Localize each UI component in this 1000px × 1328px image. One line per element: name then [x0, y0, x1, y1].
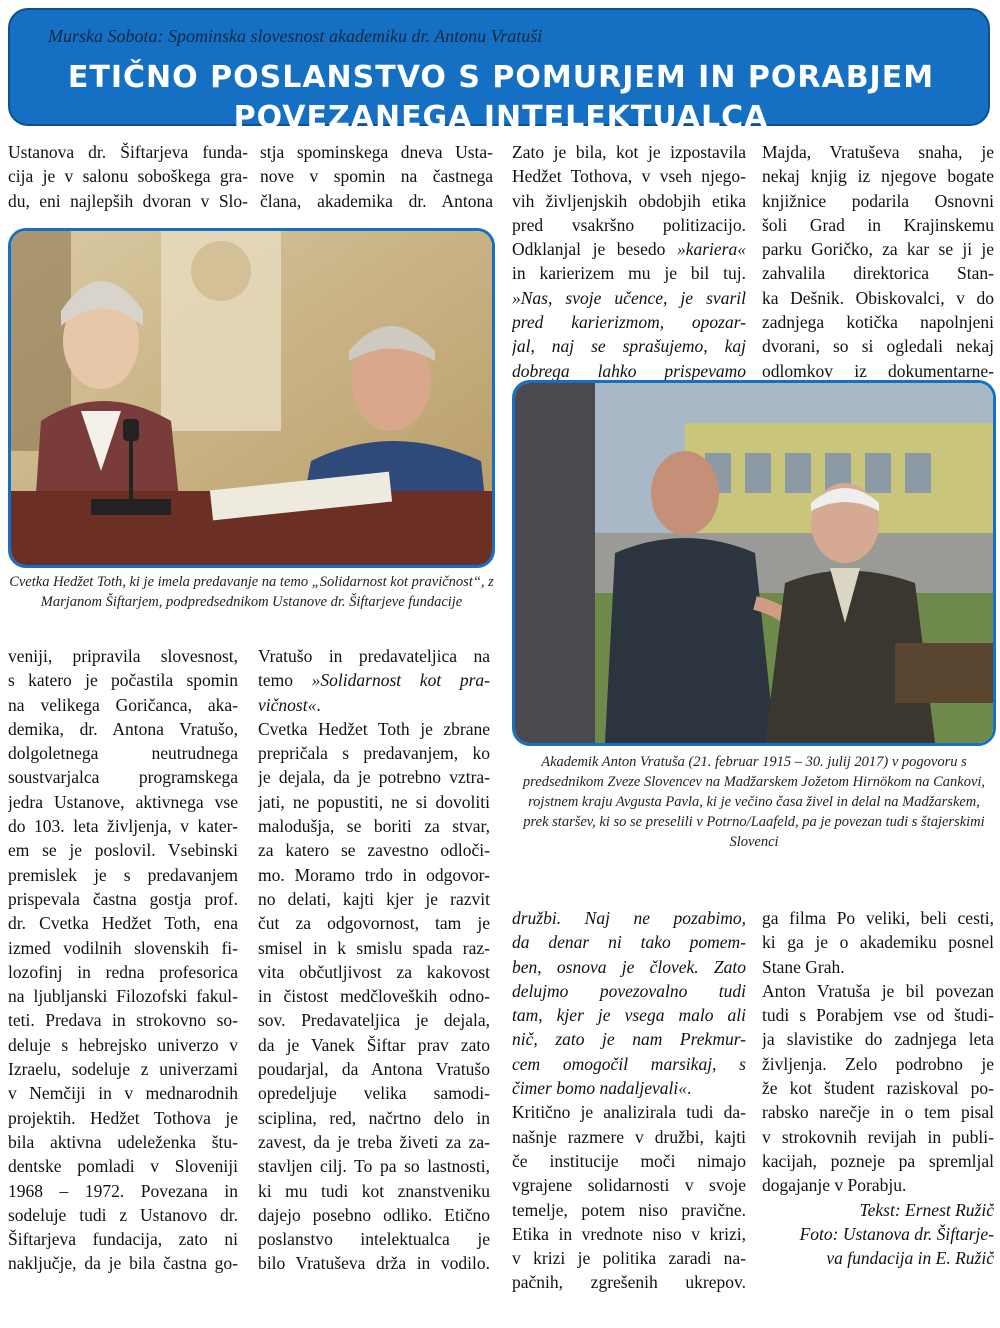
text-line: in karierizem mu je bil tuj.: [512, 263, 746, 284]
caption-line: Marjanom Šiftarjem, podpredsednikom Ustanove dr. Šiftarjeve fundacije: [40, 594, 463, 610]
text-line: ja slavistike do zadnjega leta: [762, 1029, 994, 1050]
conversation-scene-image: [515, 383, 993, 743]
text-line: vičnost«.: [258, 694, 321, 715]
bottom-column-3: [512, 906, 746, 1295]
text-line: jedra Ustanove, aktivnega vse: [8, 791, 238, 812]
lecture-scene-image: [11, 231, 492, 565]
text-line: s katero je počastila spomin: [8, 670, 238, 691]
text-line: na velikega Goričanca, aka-: [8, 694, 238, 715]
credit-photo: Foto: Ustanova dr. Šiftarje-: [799, 1223, 994, 1244]
text-line: ki ga je o akademiku posnel: [762, 932, 994, 953]
text-line: demika, dr. Antona Vratušo,: [8, 718, 238, 739]
photo-conversation: [512, 380, 996, 746]
text-line: dogajanje v Porabju.: [762, 1175, 907, 1196]
text-line: Odklanjal je besedo »kariera«: [512, 239, 746, 260]
text-line: za katero se zavestno odloči-: [258, 840, 490, 861]
caption-line: predsednikom Zveze Slovencev na Madžarskem Jožetom Hirnökom na Cankovi,: [522, 774, 986, 790]
text-line: odlomkov iz dokumentarne-: [762, 360, 994, 381]
text-line: em se je poslovil. Vsebinski: [8, 840, 238, 861]
kicker: Murska Sobota: Spominska slovesnost akademiku dr. Antonu Vratuši: [48, 26, 543, 46]
text-line: jal, naj se sprašujemo, kaj: [512, 336, 746, 357]
text-line: v strokovnih revijah in publi-: [762, 1126, 994, 1147]
caption-line: Akademik Anton Vratuša (21. februar 1915 – 30. julij 2017) v pogovoru s: [541, 754, 967, 770]
top-column-4: [762, 140, 994, 383]
text-line: rabsko narečje in o tem pisal: [762, 1102, 994, 1123]
text-line: v krizi je politika zaradi na-: [512, 1248, 746, 1269]
headline-line-1: ETIČNO POSLANSTVO S POMURJEM IN PORABJEM: [67, 60, 935, 95]
text-line: Vratušo in predavateljica na: [258, 646, 490, 666]
text-line: parku Goričko, za kar se ji je: [762, 239, 994, 260]
text-line: Kritično je analizirala tudi da-: [512, 1102, 746, 1123]
text-line: kacijah, pozneje pa spremljal: [762, 1150, 994, 1171]
text-line: malodušja, se boriti za stvar,: [258, 816, 490, 837]
top-column-2: [260, 140, 493, 213]
text-line: prepričala s predavanjem, ko: [258, 743, 490, 764]
text-line: da je Vanek Šiftar prav zato: [258, 1034, 490, 1055]
text-line: tam, kjer je vsega malo ali: [512, 1005, 746, 1026]
top-column-1: [8, 140, 248, 213]
text-line: du, eni najlepših dvoran v Slo-: [8, 190, 248, 211]
text-line: je dejala, da je potrebno vztra-: [258, 767, 490, 788]
caption-line: prek staršev, ki so se preselili v Potrno/Laafeld, pa je povezan tudi s štajerskimi: [523, 814, 985, 830]
text-line: projektih. Hedžet Tothova je: [8, 1107, 238, 1128]
bottom-column-2: [258, 644, 490, 1276]
text-line: našnje razmere v družbi, kajti: [512, 1126, 746, 1147]
text-line: Stane Grah.: [762, 956, 845, 977]
text-line: ka Dešnik. Obiskovalci, v do: [762, 287, 994, 308]
text-line: ki mu tudi kot znanstveniku: [258, 1180, 490, 1201]
text-line: deluje s hebrejsko univerzo v: [8, 1034, 238, 1055]
photo-lecture-caption: [4, 572, 499, 612]
text-line: soustvarjalca programskega: [8, 767, 238, 788]
text-line: da denar ni tako pomem-: [512, 932, 746, 953]
text-line: 1968 – 1972. Povezana in: [8, 1180, 238, 1201]
photo-lecture: [8, 228, 495, 568]
text-line: lozofinj in redna profesorica: [8, 961, 238, 982]
text-line: vgrajene solidarnosti v svoje: [512, 1175, 746, 1196]
credit-photo-2: va fundacija in E. Ružič: [826, 1248, 994, 1269]
text-line: in čistost medčloveških odno-: [258, 986, 490, 1007]
text-line: člana, akademika dr. Antona: [260, 190, 493, 211]
bottom-column-4: [762, 906, 994, 1270]
text-line: bilo Vratuševa drža in vodilo.: [258, 1253, 490, 1274]
text-line: dentske pomladi v Sloveniji: [8, 1156, 238, 1177]
text-line: Ustanova dr. Šiftarjeva funda-: [8, 142, 248, 162]
text-line: dolgoletnega neutrudnega: [8, 743, 238, 764]
text-line: vita občutljivost za kakovost: [258, 961, 490, 982]
text-line: že kot študent raziskoval po-: [762, 1078, 994, 1099]
text-line: zahvalila direktorica Stan-: [762, 263, 994, 284]
text-line: sodeluje tudi z Ustanovo dr.: [8, 1204, 238, 1225]
text-line: ben, osnova je človek. Zato: [512, 956, 746, 977]
headline-banner: [8, 8, 990, 135]
text-line: veniji, pripravila slovesnost,: [8, 646, 238, 666]
headline: [10, 58, 992, 138]
text-line: no delati, kajti kjer je razvit: [258, 888, 490, 909]
headline-line-2: POVEZANEGA INTELEKTUALCA: [233, 100, 769, 135]
text-line: »Nas, svoje učence, je svaril: [512, 287, 746, 308]
text-line: nič, zato je nam Prekmur-: [512, 1029, 746, 1050]
text-line: premislek je s predavanjem: [8, 864, 238, 885]
text-line: Šiftarjeva fundacija, zato ni: [8, 1229, 238, 1250]
bottom-column-1: [8, 644, 238, 1276]
text-line: ga filma Po veliki, beli cesti,: [762, 908, 994, 928]
text-line: cija je v salonu soboškega gra-: [8, 166, 248, 187]
text-line: dvorani, so si ogledali nekaj: [762, 336, 994, 357]
text-line: mo. Moramo trdo in odgovor-: [258, 864, 490, 885]
text-line: naključje, da je bila častna go-: [8, 1253, 238, 1274]
text-line: cem omogočil marsikaj, s: [512, 1053, 746, 1074]
credit-text: Tekst: Ernest Ružič: [859, 1199, 994, 1220]
text-line: družbi. Naj ne pozabimo,: [512, 908, 746, 928]
text-line: opredeljuje velika samodi-: [258, 1083, 490, 1104]
text-line: zavest, da je treba živeti za za-: [258, 1131, 490, 1152]
text-line: zadnjega kotička napolnjeni: [762, 312, 994, 333]
text-line: bila aktivna udeleženka štu-: [8, 1131, 238, 1152]
text-line: stavljen cilj. To pa so lastnosti,: [258, 1156, 490, 1177]
text-line: Anton Vratuša je bil povezan: [762, 980, 994, 1001]
text-line: nekaj knjig iz njegove bogate: [762, 166, 994, 187]
text-line: jati, ne popustiti, ne si dovoliti: [258, 791, 490, 812]
text-line: smisel in k smislu spada raz-: [258, 937, 490, 958]
text-line: poslanstvo intelektualca je: [258, 1229, 490, 1250]
top-column-3: [512, 140, 746, 383]
text-line: pačnih, zgrešenih ukrepov.: [512, 1272, 746, 1293]
text-line: čut za odgovornost, tam je: [258, 913, 490, 934]
text-line: sciplina, red, načrtno delo in: [258, 1107, 490, 1128]
text-line: delujmo povezovalno tudi: [512, 980, 746, 1001]
text-line: pred vsakršno politizacijo.: [512, 214, 746, 235]
text-line: vih življenjskih obdobjih etika: [512, 190, 746, 211]
text-line: prispevala častna gostja prof.: [8, 888, 238, 909]
text-line: do 103. leta življenja, v kater-: [8, 816, 238, 837]
text-line: nove v spomin na častnega: [260, 166, 493, 187]
text-line: izmed vodilnih slovenskih fi-: [8, 937, 238, 958]
text-line: šoli Grad in Krajinskemu: [762, 214, 994, 235]
text-line: sov. Predavateljica je dejala,: [258, 1010, 490, 1031]
text-line: dajejo posebno odliko. Etično: [258, 1204, 490, 1225]
text-line: Izraelu, sodeluje z univerzami: [8, 1059, 238, 1080]
text-line: dobrega lahko prispevamo: [512, 360, 746, 381]
text-line: Majda, Vratuševa snaha, je: [762, 142, 994, 162]
text-line: knjižnice podarila Osnovni: [762, 190, 994, 211]
text-line: čimer bomo nadaljevali«.: [512, 1078, 692, 1099]
text-line: temo »Solidarnost kot pra-: [258, 670, 490, 691]
photo-conversation-caption: [512, 752, 996, 852]
text-line: Zato je bila, kot je izpostavila: [512, 142, 746, 162]
text-line: dr. Cvetka Hedžet Toth, ena: [8, 913, 238, 934]
text-line: Cvetka Hedžet Toth je zbrane: [258, 718, 490, 739]
text-line: poudarjal, da Antona Vratušo: [258, 1059, 490, 1080]
text-line: Hedžet Tothova, v vseh njego-: [512, 166, 746, 187]
text-line: življenja. Zelo podrobno je: [762, 1053, 994, 1074]
text-line: temelje, potem niso pravične.: [512, 1199, 746, 1220]
text-line: stja spominskega dneva Usta-: [260, 142, 493, 162]
text-line: pred karierizmom, opozar-: [512, 312, 746, 333]
text-line: če institucije moči nimajo: [512, 1150, 746, 1171]
caption-line: rojstnem kraju Avgusta Pavla, ki je večino časa živel in delal na Madžarskem,: [528, 794, 980, 810]
text-line: tudi s Porabjem vse od študi-: [762, 1005, 994, 1026]
text-line: Etika in vrednote niso v krizi,: [512, 1223, 746, 1244]
caption-line: Cvetka Hedžet Toth, ki je imela predavanje na temo „Solidarnost kot pravičnost“, z: [9, 574, 494, 590]
text-line: v Nemčiji in v mednarodnih: [8, 1083, 238, 1104]
text-line: na ljubljanski Filozofski fakul-: [8, 986, 238, 1007]
caption-line: Slovenci: [729, 834, 779, 850]
text-line: teti. Predava in strokovno so-: [8, 1010, 238, 1031]
